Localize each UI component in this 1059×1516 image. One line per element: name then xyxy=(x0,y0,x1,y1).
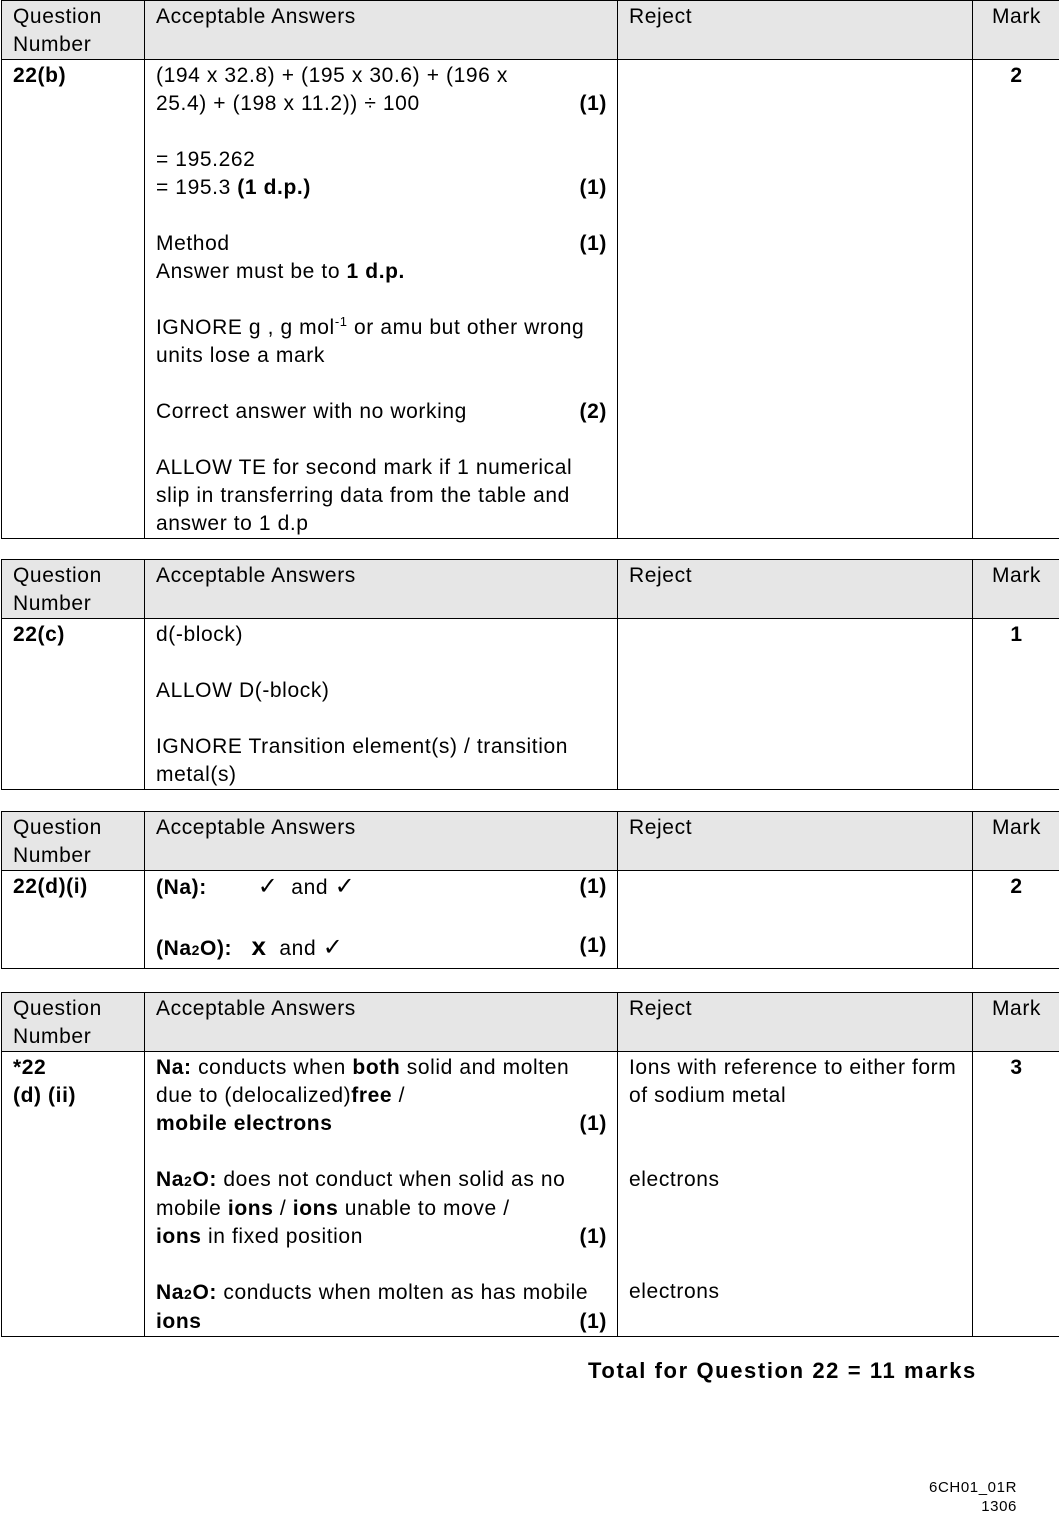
allow-note: ALLOW TE for second mark if 1 numerical slip in transferring data from the table and answer to 1 d.p xyxy=(156,454,607,538)
total-marks: Total for Question 22 = 11 marks xyxy=(588,1358,977,1384)
acceptable-answers xyxy=(145,1052,618,1337)
header-answers: Acceptable Answers xyxy=(145,993,618,1052)
reject-cell xyxy=(618,1052,973,1337)
acceptable-answers xyxy=(145,60,618,539)
mark-4: (2) xyxy=(580,398,607,426)
markscheme-table-22dii xyxy=(1,992,1059,1337)
header-question: Question Number xyxy=(2,1,145,60)
cross-icon: x xyxy=(251,931,266,961)
p2-text-d: ions xyxy=(293,1197,339,1220)
p2-text-g: in fixed position xyxy=(202,1225,363,1248)
reject-cell xyxy=(618,60,973,539)
header-mark: Mark xyxy=(973,560,1059,619)
na-label: Na: xyxy=(156,1056,192,1079)
mark-1: (1) xyxy=(580,90,607,118)
header-row xyxy=(2,560,1059,619)
mark-2: (1) xyxy=(580,174,607,202)
calc-line-2: 25.4) + (198 x 11.2)) ÷ 100 xyxy=(156,90,420,118)
paper-code: 6CH01_01R xyxy=(929,1478,1017,1497)
na-text-d: free xyxy=(351,1084,392,1107)
na2o-label-b: O: xyxy=(192,1281,217,1304)
answer-line-2: ALLOW D(-block) xyxy=(156,677,607,705)
mark-1: (1) xyxy=(580,1110,607,1138)
check-icon: ✓ xyxy=(335,873,356,900)
method-label: Method xyxy=(156,230,230,258)
na2o-sub: 2 xyxy=(192,942,200,958)
dp-note-bold: 1 d.p. xyxy=(347,260,405,283)
reject-cell xyxy=(618,871,973,969)
calc-line-4-dp: (1 d.p.) xyxy=(237,176,311,199)
p3-text-b: ions xyxy=(156,1308,202,1336)
mark-3: (1) xyxy=(580,1308,607,1336)
na-label: (Na): xyxy=(156,876,207,899)
na2o-sub: 2 xyxy=(184,1286,192,1302)
na2o-label-b: O): xyxy=(200,937,232,960)
header-answers: Acceptable Answers xyxy=(145,560,618,619)
acceptable-answers xyxy=(145,871,618,969)
question-number xyxy=(2,1052,145,1337)
mark-value: 2 xyxy=(973,60,1059,539)
na2o-label-a: (Na xyxy=(156,937,192,960)
header-row xyxy=(2,1,1059,60)
calc-line-3: = 195.262 xyxy=(156,146,607,174)
mark-2: (1) xyxy=(580,932,607,964)
dp-note: Answer must be to xyxy=(156,260,340,283)
header-question: Question Number xyxy=(2,812,145,871)
markscheme-table-22b xyxy=(1,0,1059,539)
na-text-b: both xyxy=(352,1056,400,1079)
reject-2: electrons xyxy=(629,1166,962,1194)
header-mark: Mark xyxy=(973,993,1059,1052)
mark-value: 2 xyxy=(973,871,1059,969)
na2o-label-b: O: xyxy=(192,1168,217,1191)
p2-text-c: / xyxy=(273,1197,292,1220)
header-reject: Reject xyxy=(618,560,973,619)
footer xyxy=(929,1478,1017,1516)
and-text: and xyxy=(291,876,328,899)
na2o-label-a: Na xyxy=(156,1168,184,1191)
header-mark: Mark xyxy=(973,1,1059,60)
reject-cell xyxy=(618,619,973,790)
mark-3: (1) xyxy=(580,230,607,258)
markscheme-table-22c xyxy=(1,559,1059,790)
p2-text-b: ions xyxy=(228,1197,274,1220)
mark-value: 3 xyxy=(973,1052,1059,1337)
calc-line-1: (194 x 32.8) + (195 x 30.6) + (196 x xyxy=(156,62,607,90)
answer-row xyxy=(2,1052,1059,1337)
check-icon: ✓ xyxy=(258,873,279,900)
header-row xyxy=(2,993,1059,1052)
mark-1: (1) xyxy=(580,873,607,902)
reject-1: Ions with reference to either form of sodium metal xyxy=(629,1054,962,1110)
correct-note: Correct answer with no working xyxy=(156,398,467,426)
header-reject: Reject xyxy=(618,993,973,1052)
na-text-e: / xyxy=(392,1084,405,1107)
header-mark: Mark xyxy=(973,812,1059,871)
header-reject: Reject xyxy=(618,812,973,871)
question-number: 22(d)(i) xyxy=(2,871,145,969)
acceptable-answers xyxy=(145,619,618,790)
answer-row xyxy=(2,60,1059,539)
header-question: Question Number xyxy=(2,993,145,1052)
p2-text-e: unable to move / xyxy=(338,1197,509,1220)
answer-row xyxy=(2,871,1059,969)
answer-line-1: d(-block) xyxy=(156,621,607,649)
question-number: 22(b) xyxy=(2,60,145,539)
question-number-a: *22 xyxy=(13,1054,134,1082)
check-icon: ✓ xyxy=(323,934,344,961)
header-answers: Acceptable Answers xyxy=(145,1,618,60)
na-text-c: solid and molten due to (delocalized) xyxy=(156,1056,569,1107)
answer-row xyxy=(2,619,1059,790)
na2o-sub: 2 xyxy=(184,1173,192,1189)
mark-value: 1 xyxy=(973,619,1059,790)
p2-text-f: ions xyxy=(156,1225,202,1248)
header-row xyxy=(2,812,1059,871)
question-number-b: (d) (ii) xyxy=(13,1082,134,1110)
markscheme-table-22di xyxy=(1,811,1059,969)
header-answers: Acceptable Answers xyxy=(145,812,618,871)
calc-line-4: = 195.3 xyxy=(156,176,231,199)
question-number: 22(c) xyxy=(2,619,145,790)
ignore-note: IGNORE g , g mol xyxy=(156,316,335,339)
mark-2: (1) xyxy=(580,1223,607,1251)
na-text-a: conducts when xyxy=(192,1056,353,1079)
p3-text-a: conducts when molten as has mobile xyxy=(217,1281,588,1304)
header-question: Question Number xyxy=(2,560,145,619)
na-text-f: mobile electrons xyxy=(156,1110,332,1138)
answer-line-3: IGNORE Transition element(s) / transition metal(s) xyxy=(156,733,607,789)
ignore-note-sup: -1 xyxy=(335,314,348,329)
ignore-note-rest: or amu but other wrong units lose a mark xyxy=(156,316,584,367)
na2o-label-a: Na xyxy=(156,1281,184,1304)
reject-3: electrons xyxy=(629,1278,962,1306)
paper-number: 1306 xyxy=(929,1497,1017,1516)
and-text: and xyxy=(279,937,316,960)
header-reject: Reject xyxy=(618,1,973,60)
p2-text-a: does not conduct when solid as no mobile xyxy=(156,1168,565,1220)
